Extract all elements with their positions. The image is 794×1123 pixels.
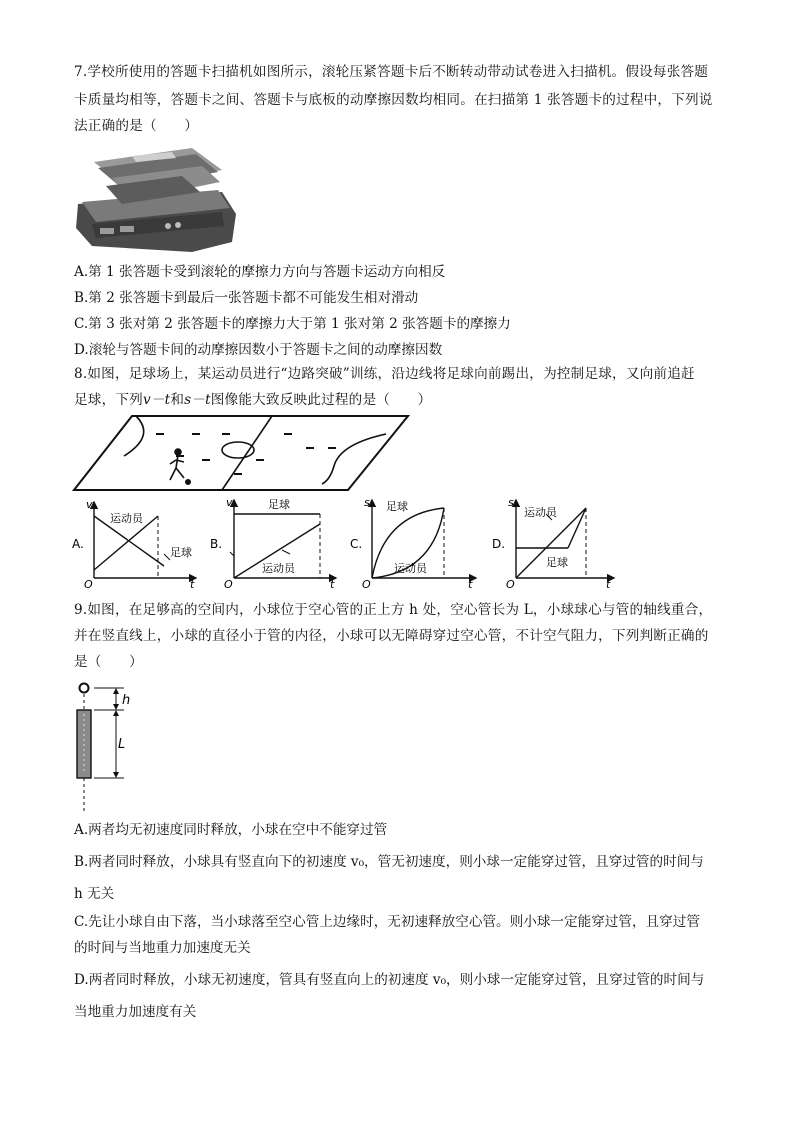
graph-a [72,496,200,588]
graph-b-origin: O [224,578,233,588]
q9-stem-line3: 是（ ） [74,654,143,670]
q7-stem-line3: 法正确的是（ ） [74,118,199,134]
graph-c-label2: 运动员 [394,562,427,575]
ball-tube-figure [70,680,140,812]
graph-c-xaxis: t [468,578,473,588]
q7-option-c: C.第 3 张对第 2 张答题卡的摩擦力大于第 1 张对第 2 张答题卡的摩擦力 [74,316,511,332]
q8-vt-symbol: v－t [142,392,171,408]
player-figure [170,449,184,480]
q9-option-c-line1: C.先让小球自由下落，当小球落至空心管上边缘时，无初速释放空心管。则小球一定能穿过管，且穿过管 [74,914,700,930]
graph-a-origin: O [84,578,93,588]
q8-stem-part2: 和 [170,392,185,408]
q9-stem-line1: 9.如图，在足够高的空间内，小球位于空心管的正上方 h 处，空心管长为 L，小球球心与管的轴线重合， [74,602,713,618]
graph-d-origin: O [506,578,515,588]
graph-c-origin: O [362,578,371,588]
label-h: h [122,693,131,708]
q9-option-b-line1: B.两者同时释放，小球具有竖直向下的初速度 v₀，管无初速度，则小球一定能穿过管，且穿过管的时间与 [74,854,704,870]
q8-st-symbol: s－t [184,392,211,408]
graph-b-label2: 运动员 [262,562,295,575]
q7-stem-line2: 卡质量均相等，答题卡之间、答题卡与底板的动摩擦因数均相同。在扫描第 1 张答题卡的过程中，下列说 [74,92,713,108]
graph-b-xaxis: t [330,578,335,588]
scanner-photo [72,142,238,254]
q9-option-c-line2: 的时间与当地重力加速度无关 [74,940,251,956]
graph-c [350,494,480,588]
graph-d [488,494,618,588]
ball [80,684,89,693]
q9-option-a: A.两者均无初速度同时释放，小球在空中不能穿过管 [74,822,388,838]
graph-a-option: A. [72,537,84,551]
graph-c-option: C. [350,537,363,551]
graph-d-option: D. [492,537,506,551]
graph-d-label2: 足球 [546,556,568,569]
q9-option-b-line2: h 无关 [74,886,115,902]
graph-b [210,494,340,588]
graph-a-label1: 运动员 [110,512,143,525]
graph-d-xaxis: t [606,578,611,588]
q7-option-d: D.滚轮与答题卡间的动摩擦因数小于答题卡之间的动摩擦因数 [74,342,443,358]
q7-option-b: B.第 2 张答题卡到最后一张答题卡都不可能发生相对滑动 [74,290,419,306]
football-ball [185,479,191,485]
graph-d-yaxis: s [508,496,514,509]
graph-d-label1: 运动员 [524,506,557,519]
q8-stem-part1: 足球，下列 [74,392,143,408]
q9-option-d-line2: 当地重力加速度有关 [74,1004,197,1020]
q9-stem-line2: 并在竖直线上，小球的直径小于管的内径，小球可以无障碍穿过空心管，不计空气阻力，下列判断正确的 [74,628,709,644]
q9-option-d-line1: D.两者同时释放，小球无初速度，管具有竖直向上的初速度 v₀，则小球一定能穿过管，且穿过管的时间与 [74,972,705,988]
football-field-figure [72,414,412,492]
q8-stem-part3: 图像能大致反映此过程的是（ ） [210,392,432,408]
graph-a-xaxis: t [190,578,195,588]
graph-c-yaxis: s [364,496,370,509]
q7-option-a: A.第 1 张答题卡受到滚轮的摩擦力方向与答题卡运动方向相反 [74,264,446,280]
q8-stem-line1: 8.如图，足球场上，某运动员进行“边路突破”训练，沿边线将足球向前踢出，为控制足球，又向前追赶 [74,366,695,382]
q8-stem-line2 [74,390,431,410]
graph-b-option: B. [210,537,223,551]
graph-a-label2: 足球 [170,546,192,559]
q7-stem-line1: 7.学校所使用的答题卡扫描机如图所示，滚轮压紧答题卡后不断转动带动试卷进入扫描机。假设每张答题 [74,64,709,80]
label-L: L [118,737,126,752]
graph-b-label1: 足球 [268,498,290,511]
graph-c-label1: 足球 [386,500,408,513]
graph-a-yaxis: v [86,498,93,511]
graph-b-yaxis: v [226,496,233,509]
